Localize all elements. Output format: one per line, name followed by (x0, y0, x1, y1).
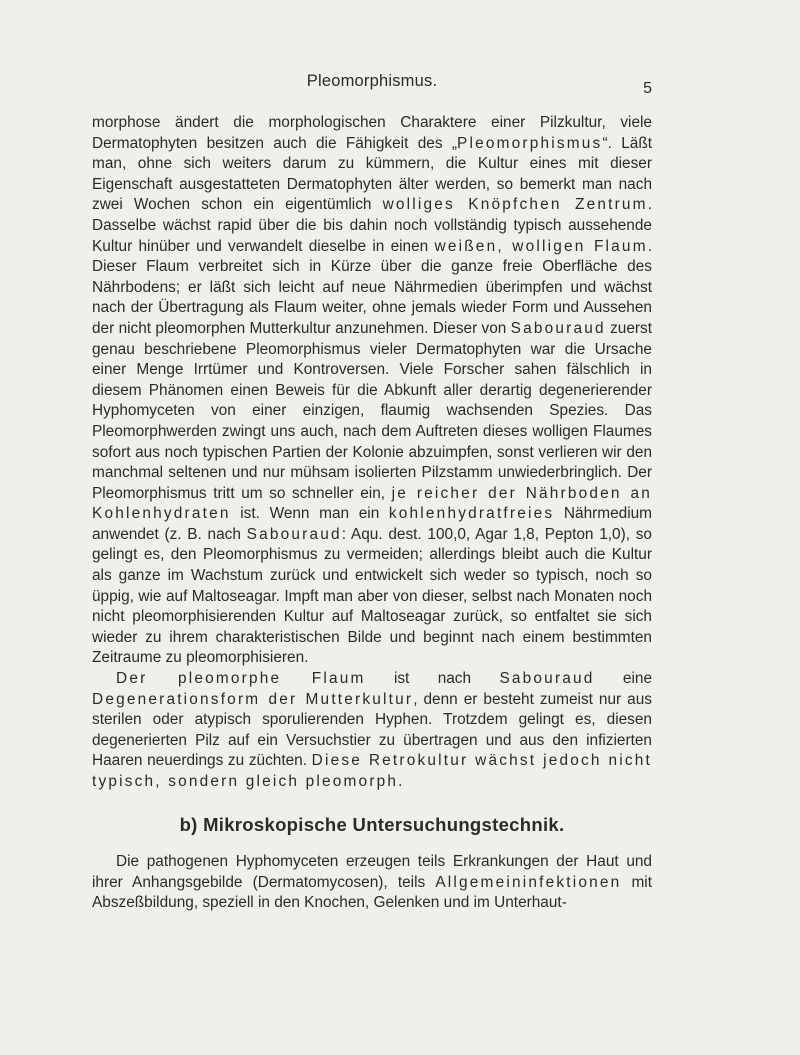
paragraph-microscopy (92, 852, 652, 914)
emphasis-text: wolliges Knöpfchen Zentrum (382, 196, 648, 214)
emphasis-text: Sabouraud (510, 319, 606, 337)
emphasis-text: Diese Retrokultur wächst jedoch nicht typisch, sondern gleich pleomorph. (92, 752, 652, 790)
paragraph-pleomorphic-flaum (92, 669, 652, 793)
emphasis-text: weißen, wolligen Flaum (434, 237, 648, 255)
page-number: 5 (643, 80, 652, 97)
running-title: Pleomorphismus. (306, 72, 438, 90)
text-run: . Dasselbe wächst rapid über die bis dahin noch vollständig typisch aussehende Kultur hinüber und verwandelt dieselbe in einen (92, 196, 652, 255)
text-run: , denn er besteht zumeist nur aus sterilen oder atypisch sporulierenden Hyphen. Trotzdem gelingt es, diesen degenerierten Pilz auf ein Versuchstier zu übertragen und aus den infizierten Haaren neuerdings zu züchten. (92, 690, 652, 770)
text-run: . Dieser Flaum verbreitet sich in Kürze über die ganze freie Oberfläche des Nährbodens; er läßt sich leicht auf neue Nährmedien überimpfen und wächst nach der Übertragung als Flaum weiter, ohne jemals wieder Form und Aussehen der nicht pleomorphen Mutterkultur anzunehmen. Dieser von (92, 237, 652, 337)
text-run: mit Abszeßbildung, speziell in den Knochen, Gelenken und im Unterhaut- (92, 873, 652, 912)
emphasis-text: Der pleomorphe Flaum (116, 670, 366, 688)
text-run: ist. Wenn man ein (230, 505, 389, 523)
emphasis-text: Pleomorphismus (457, 134, 603, 152)
emphasis-text: Sabouraud (499, 670, 595, 688)
text-run: ist nach (365, 670, 500, 688)
text-run: morphose ändert die morphologischen Charaktere einer Pilzkultur, viele Dermatophyten besitzen auch die Fähigkeit des „ (92, 114, 652, 152)
paragraph-pleomorphism (92, 113, 652, 669)
section-heading: b) Mikroskopische Untersuchungstechnik. (179, 813, 565, 835)
text-run: Nährmedium anwendet (z. B. nach (92, 505, 653, 543)
body-text (92, 113, 652, 914)
emphasis-text: je reicher der Nährboden an Kohlenhydraten (92, 484, 652, 523)
text-run: Die pathogenen Hyphomyceten erzeugen teils Erkrankungen der Haut und ihrer Anhangsgebilde (Dermatomycosen), teils (92, 853, 652, 891)
emphasis-text: Allgemeininfektionen (435, 873, 622, 891)
text-run: “. Läßt man, ohne sich weiters darum zu kümmern, die Kultur eines mit dieser Eigenschaft ausgestatteten Dermatophyten älter werden, so bemerkt man nach zwei Wochen schon ein eigentümlich (92, 134, 652, 214)
text-run: eine (594, 670, 653, 688)
text-run: : Aqu. dest. 100,0, Agar 1,8, Pepton 1,0), so gelingt es, den Pleomorphismus zu vermeiden; allerdings bleibt auch die Kultur als ganze im Wachstum zurück und entwickelt sich weder so typisch, noch so üppig, wie auf Maltoseagar. Impft man aber von dieser, selbst nach Monaten noch nicht pleomorphisierenden Kultur auf Maltoseagar zurück, so entfaltet sie sich wieder zu ihrem charakteristischen Bilde und beginnt nach einem bestimmten Zeitraume zu pleomorphisieren. (92, 525, 652, 667)
emphasis-text: kohlenhydratfreies (388, 505, 555, 523)
emphasis-text: Degenerationsform der Mutterkultur (92, 690, 414, 708)
text-run: zuerst genau beschriebene Pleomorphismus vieler Dermatophyten war die Ursache einer Menge Irrtümer und Kontroversen. Viele Forscher sahen fälschlich in diesem Phänomen einen Beweis für die Abkunft aller derartig degenerierender Hyphomyceten von einer einzigen, flaumig wachsenden Spezies. Das Pleomorphwerden zwingt uns auch, nach dem Auftreten dieses wolligen Flaumes sofort aus noch typischen Partien der Kolonie abzuimpfen, sonst verlieren wir den manchmal seltenen und nur mühsam isolierten Pilzstamm unwiederbringlich. Der Pleomorphismus tritt um so schneller ein, (92, 319, 652, 502)
emphasis-text: Sabouraud (246, 525, 342, 543)
running-head (92, 72, 652, 96)
